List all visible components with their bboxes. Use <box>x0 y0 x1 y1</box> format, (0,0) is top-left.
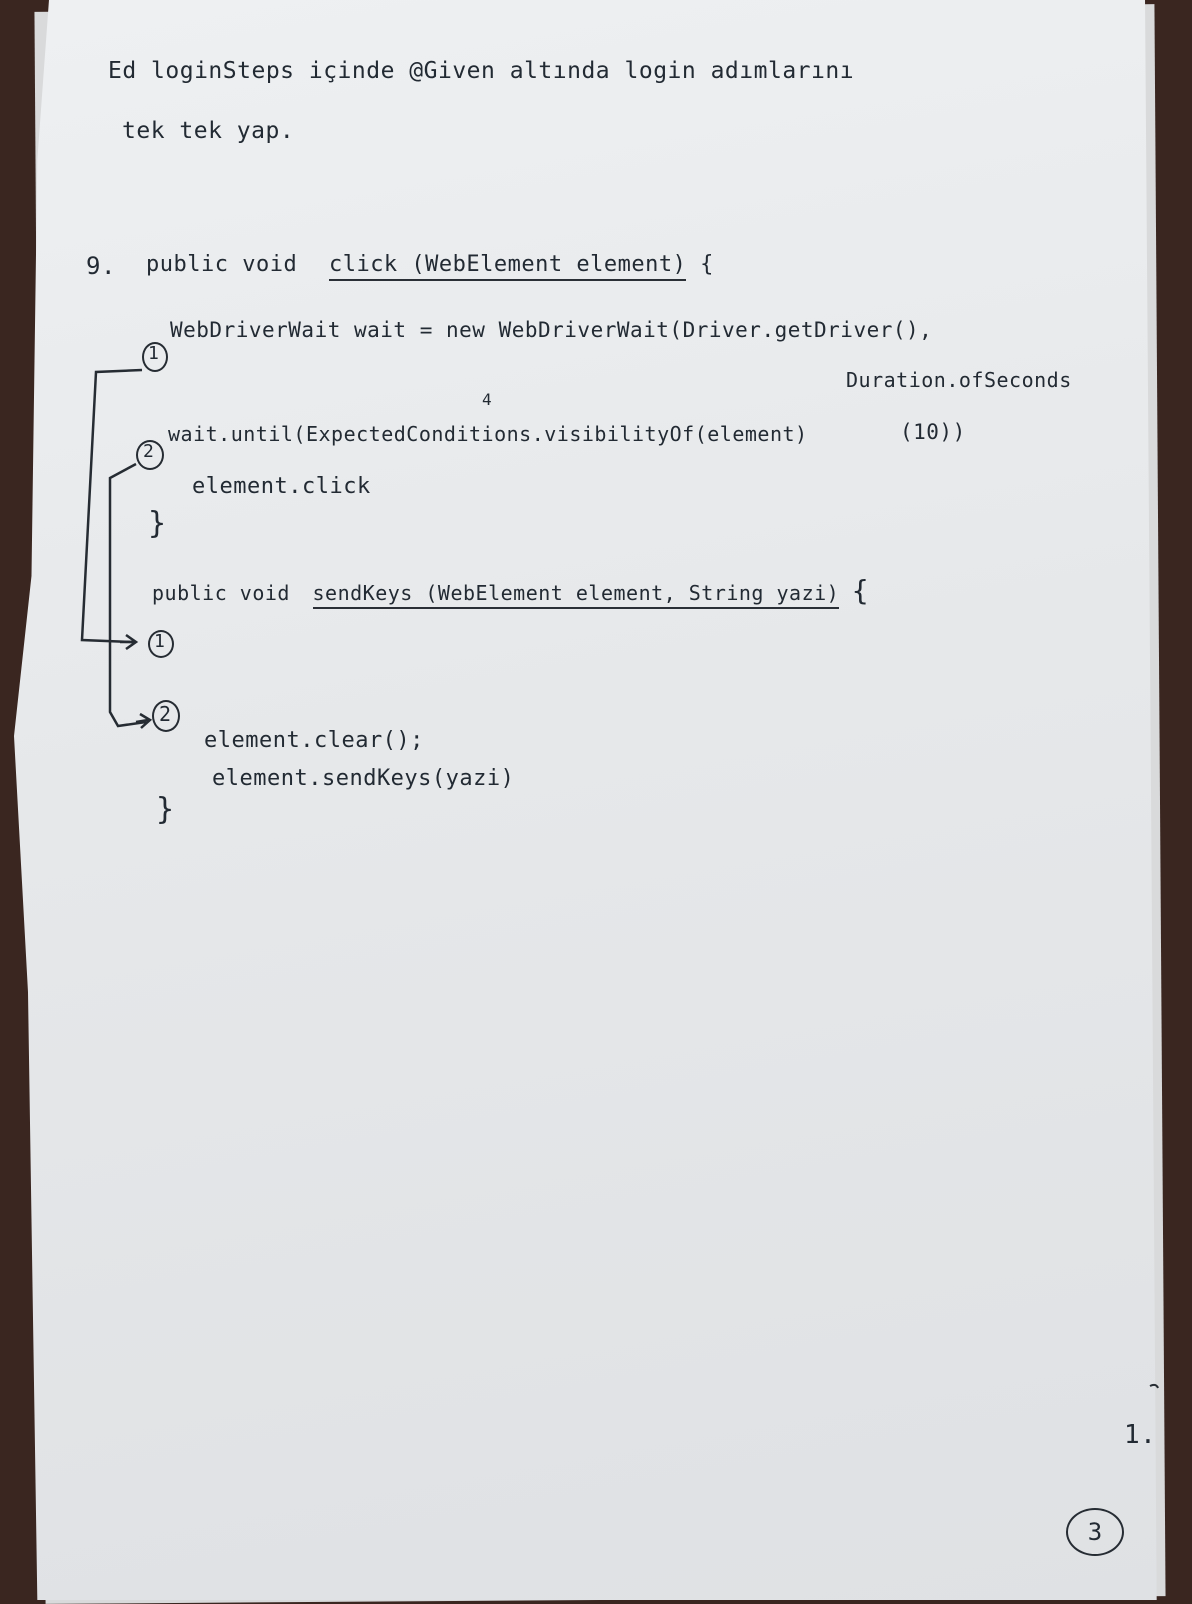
sendkeys-method-signature <box>152 574 869 607</box>
click-sig-prefix: public void <box>146 252 298 277</box>
send-sig-brace: { <box>851 574 870 607</box>
intro-line-2: tek tek yap. <box>122 118 295 144</box>
send-sig-name: sendKeys (WebElement element, String yazi) <box>313 581 840 609</box>
step-circle-1-label: 1 <box>148 343 160 364</box>
closing-brace-1: } <box>148 506 167 541</box>
element-click: element.click <box>192 474 371 499</box>
margin-mark: 1. <box>1124 1420 1157 1450</box>
element-sendkeys: element.sendKeys(yazi) <box>212 766 515 791</box>
click-sig-name: click (WebElement element) <box>329 252 686 281</box>
send-sig-prefix: public void <box>152 581 290 605</box>
step-circle-2-label: 2 <box>143 441 155 462</box>
wait-duration: Duration.ofSeconds <box>846 368 1072 392</box>
element-clear: element.clear(); <box>204 728 424 753</box>
ref-circle-2-label: 2 <box>159 702 172 726</box>
intro-line-1: Ed loginSteps içinde @Given altında login adımlarını <box>108 58 855 84</box>
page-number: 3 <box>1066 1508 1124 1556</box>
ref-circle-1-label: 1 <box>154 631 166 652</box>
wait-declaration: WebDriverWait wait = new WebDriverWait(Driver.getDriver(), <box>170 318 933 342</box>
item-number: 9. <box>86 252 116 280</box>
click-method-signature <box>146 252 714 277</box>
note-4: 4 <box>482 390 493 409</box>
closing-brace-2: } <box>156 792 175 827</box>
wait-ten: (10)) <box>900 420 966 444</box>
wait-until: wait.until(ExpectedConditions.visibilityOf(element) <box>168 422 808 446</box>
click-sig-brace: { <box>686 252 714 277</box>
